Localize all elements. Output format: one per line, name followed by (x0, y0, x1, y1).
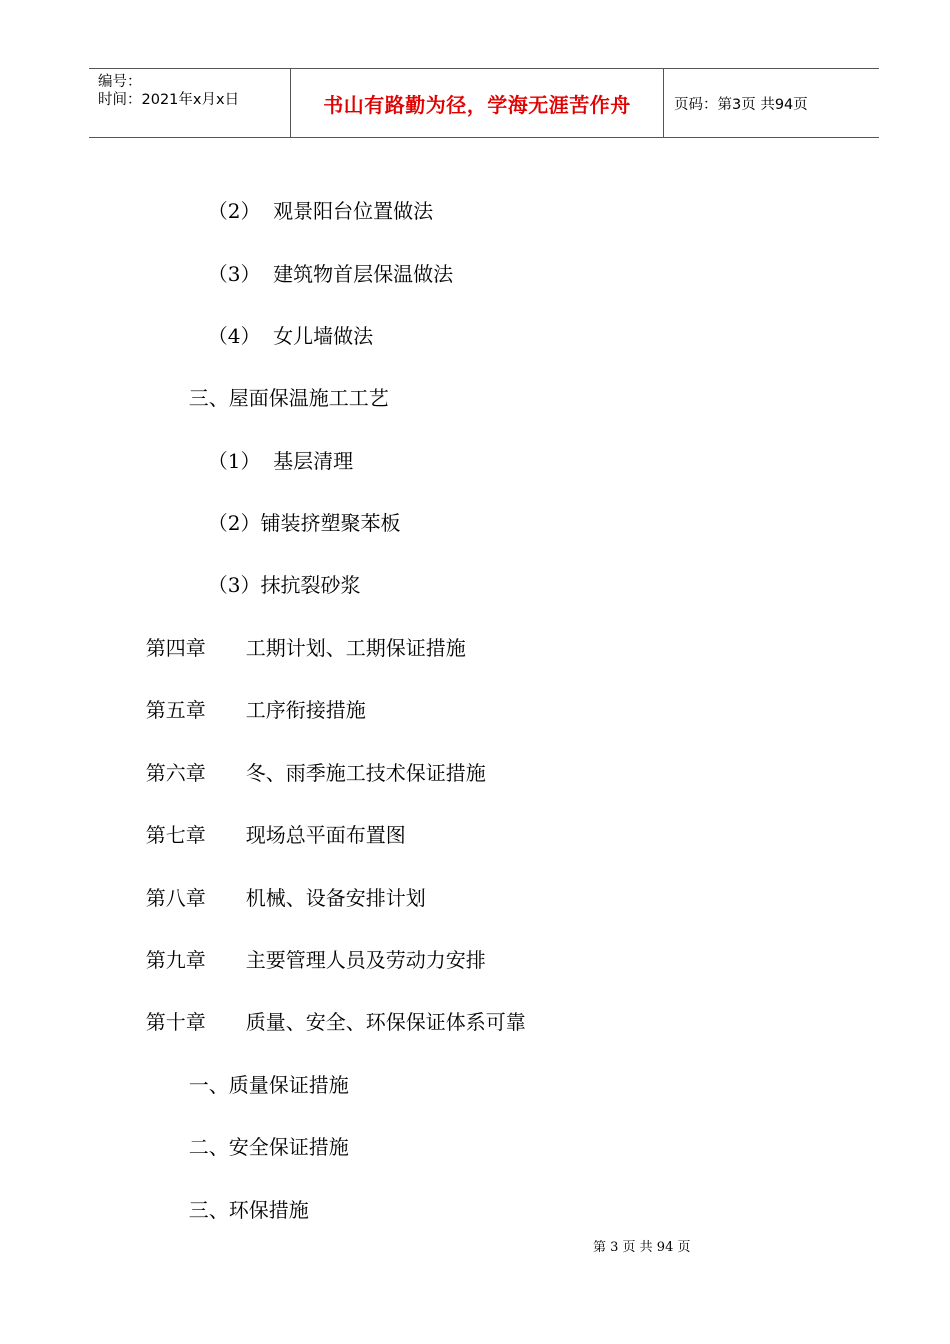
toc-chapter (133, 734, 486, 786)
toc-entry-title: 抹抗裂砂浆 (260, 573, 361, 597)
toc-chapter-title: 工序衔接措施 (245, 698, 366, 722)
toc-section (176, 1171, 309, 1223)
toc-entry (195, 172, 433, 224)
toc-chapter-title: 质量、安全、环保保证体系可靠 (245, 1010, 526, 1034)
header-info-cell (89, 69, 291, 137)
toc-entry-title: 基层清理 (273, 449, 354, 473)
toc-entry-title: 女儿墙做法 (273, 324, 374, 348)
toc-entry (195, 484, 400, 536)
toc-chapter-number: 第十章 (145, 1010, 206, 1034)
toc-section (176, 359, 389, 411)
toc-entry-number: （1） (207, 449, 274, 473)
toc-entry-title: 铺装挤塑聚苯板 (260, 511, 401, 535)
toc-chapter-number: 第八章 (145, 886, 206, 910)
toc-chapter (133, 859, 426, 911)
header-page-cell (664, 69, 879, 137)
page-footer (593, 1236, 690, 1255)
toc-section-title: 三、屋面保温施工工艺 (188, 386, 389, 410)
toc-entry-title: 建筑物首层保温做法 (273, 262, 454, 286)
toc-entry-number: （3） (207, 573, 261, 597)
footer-page-number: 第 3 页 共 94 页 (593, 1240, 691, 1255)
toc-chapter-title: 冬、雨季施工技术保证措施 (245, 761, 486, 785)
motto-text: 书山有路勤为径，学海无涯苦作舟 (323, 92, 631, 117)
header-page-number: 页码：第3页 共94页 (674, 96, 808, 113)
toc-chapter-number: 第五章 (145, 698, 206, 722)
toc-entry (195, 422, 353, 474)
header-motto-cell (291, 69, 664, 137)
document-date: 时间：2021年x月x日 (98, 92, 240, 108)
toc-chapter-title: 现场总平面布置图 (245, 823, 406, 847)
toc-chapter-number: 第七章 (145, 823, 206, 847)
toc-entry (195, 235, 453, 287)
toc-chapter (133, 921, 486, 973)
toc-entry (195, 297, 373, 349)
toc-entry-title: 观景阳台位置做法 (273, 199, 434, 223)
toc-chapter-title: 工期计划、工期保证措施 (245, 636, 466, 660)
toc-section-title: 一、质量保证措施 (188, 1073, 349, 1097)
toc-chapter-title: 机械、设备安排计划 (245, 886, 426, 910)
toc-entry-number: （3） (207, 262, 274, 286)
document-number: 编号： (98, 74, 142, 90)
toc-chapter-number: 第九章 (145, 948, 206, 972)
toc-chapter (133, 983, 526, 1035)
toc-entry-number: （2） (207, 511, 261, 535)
toc-section (176, 1108, 349, 1160)
toc-entry (195, 546, 360, 598)
page-header (89, 68, 879, 138)
toc-chapter (133, 609, 466, 661)
toc-entry-number: （4） (207, 324, 274, 348)
toc-chapter-title: 主要管理人员及劳动力安排 (245, 948, 486, 972)
toc-chapter (133, 796, 406, 848)
toc-chapter (133, 671, 366, 723)
toc-entry-number: （2） (207, 199, 274, 223)
toc-section (176, 1046, 349, 1098)
toc-chapter-number: 第四章 (145, 636, 206, 660)
toc-section-title: 三、环保措施 (188, 1198, 309, 1222)
toc-section-title: 二、安全保证措施 (188, 1135, 349, 1159)
toc-chapter-number: 第六章 (145, 761, 206, 785)
